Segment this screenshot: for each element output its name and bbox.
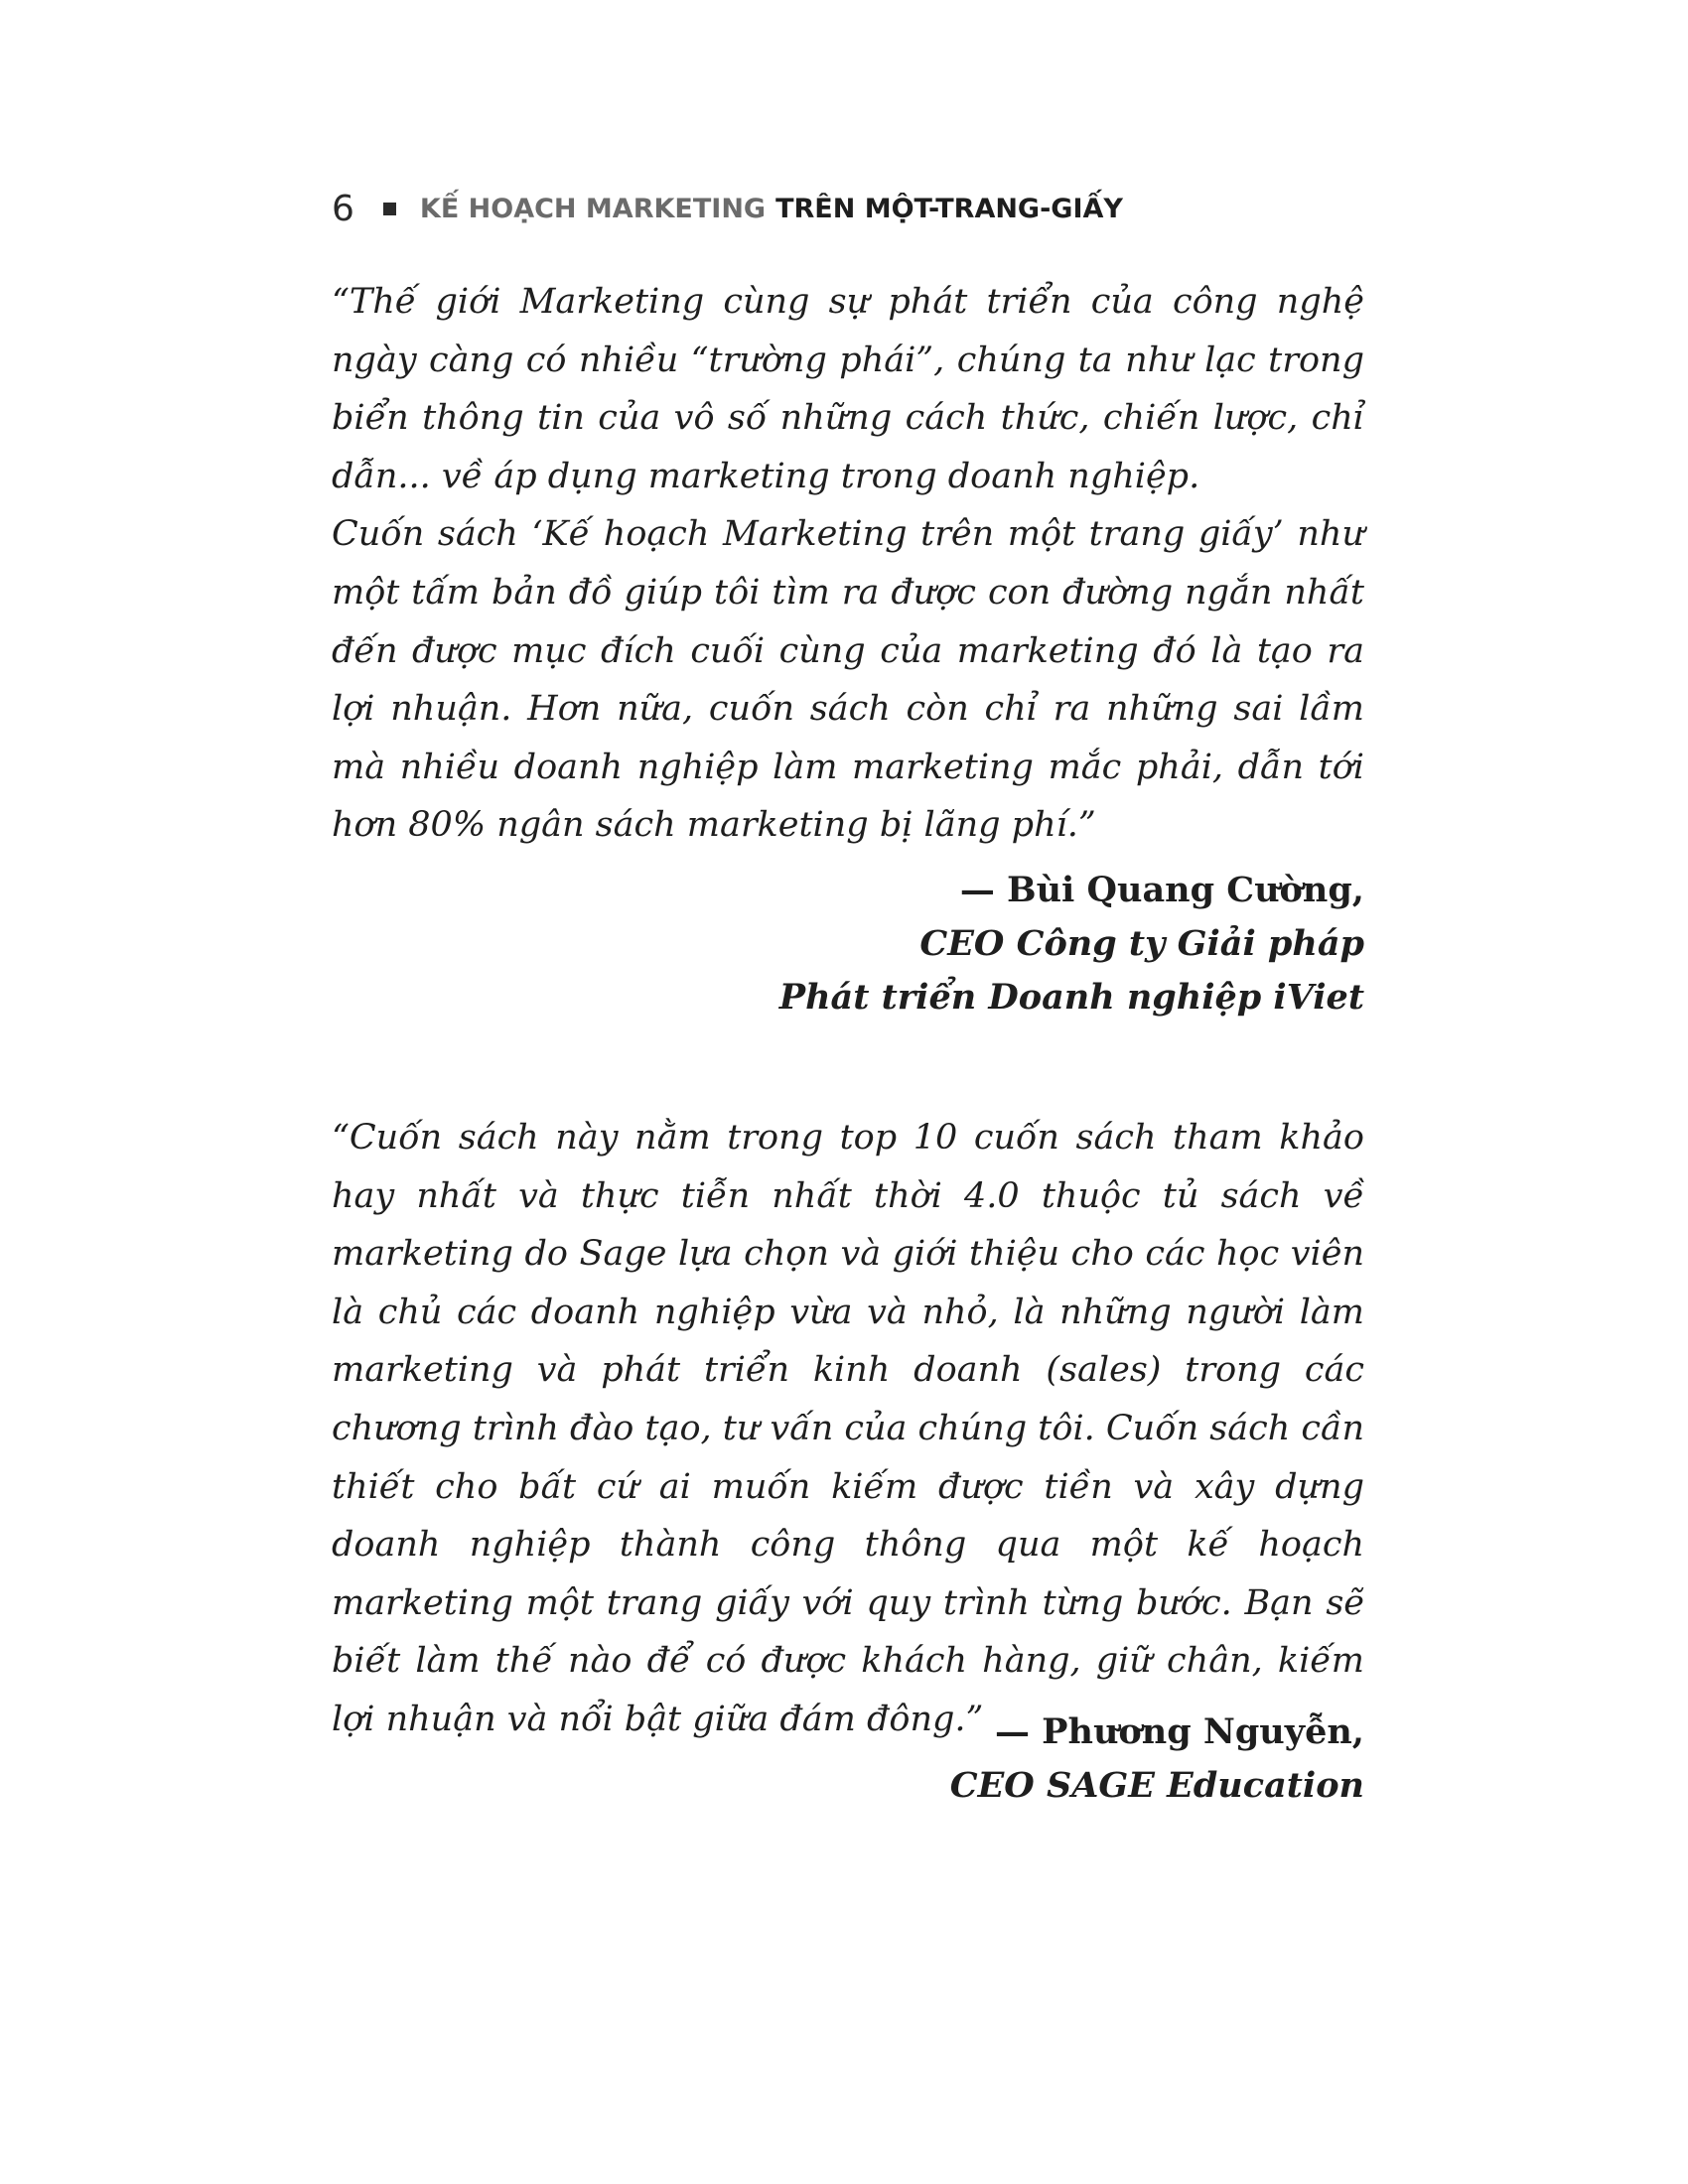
testimonial-1-paragraph-2: Cuốn sách ‘Kế hoạch Marketing trên một trang giấy’ như một tấm bản đồ giúp tôi tìm ra được con đường ngắn nhất đến được mục đích cuối cùng của marketing đó là tạo ra lợi nhuận. Hơn nữa, cuốn sách còn chỉ ra những sai lầm mà nhiều doanh nghiệp làm marketing mắc phải, dẫn tới hơn 80% ngân sách marketing bị lãng phí.” bbox=[332, 514, 1364, 846]
header-square-bullet-icon bbox=[383, 203, 396, 215]
testimonial-1-role-line-1: CEO Công ty Giải pháp bbox=[919, 923, 1364, 964]
testimonial-quote-1 bbox=[332, 273, 1364, 855]
testimonial-quote-2 bbox=[332, 1109, 1364, 1749]
running-head-title-dark: TRÊN MỘT-TRANG-GIẤY bbox=[775, 193, 1123, 224]
running-head bbox=[332, 185, 1123, 232]
testimonial-2-paragraph-1: “Cuốn sách này nằm trong top 10 cuốn sách tham khảo hay nhất và thực tiễn nhất thời 4.0 thuộc tủ sách về marketing do Sage lựa chọn và giới thiệu cho các học viên là chủ các doanh nghiệp vừa và nhỏ, là những người làm marketing và phát triển kinh doanh (sales) trong các chương trình đào tạo, tư vấn của chúng tôi. Cuốn sách cần thiết cho bất cứ ai muốn kiếm được tiền và xây dựng doanh nghiệp thành công thông qua một kế hoạch marketing một trang giấy với quy trình từng bước. Bạn sẽ biết làm thế nào để có được khách hàng, giữ chân, kiếm lợi nhuận và nổi bật giữa đám đông.” bbox=[332, 1118, 1364, 1739]
testimonial-1-author: — Bùi Quang Cường, bbox=[959, 870, 1364, 910]
testimonial-1-paragraph-1: “Thế giới Marketing cùng sự phát triển của công nghệ ngày càng có nhiều “trường phái”, chúng ta như lạc trong biển thông tin của vô số những cách thức, chiến lược, chỉ dẫn... về áp dụng marketing trong doanh nghiệp. bbox=[332, 282, 1364, 496]
testimonial-2-role-line-1: CEO SAGE Education bbox=[949, 1765, 1364, 1806]
page-number: 6 bbox=[332, 188, 355, 229]
testimonial-1-role-line-2: Phát triển Doanh nghiệp iViet bbox=[778, 977, 1364, 1018]
testimonial-2-author: — Phương Nguyễn, bbox=[995, 1711, 1364, 1752]
running-head-title-light: KẾ HOẠCH MARKETING bbox=[419, 193, 767, 224]
testimonial-attribution-2 bbox=[332, 1706, 1364, 1813]
testimonial-attribution-1 bbox=[332, 864, 1364, 1024]
